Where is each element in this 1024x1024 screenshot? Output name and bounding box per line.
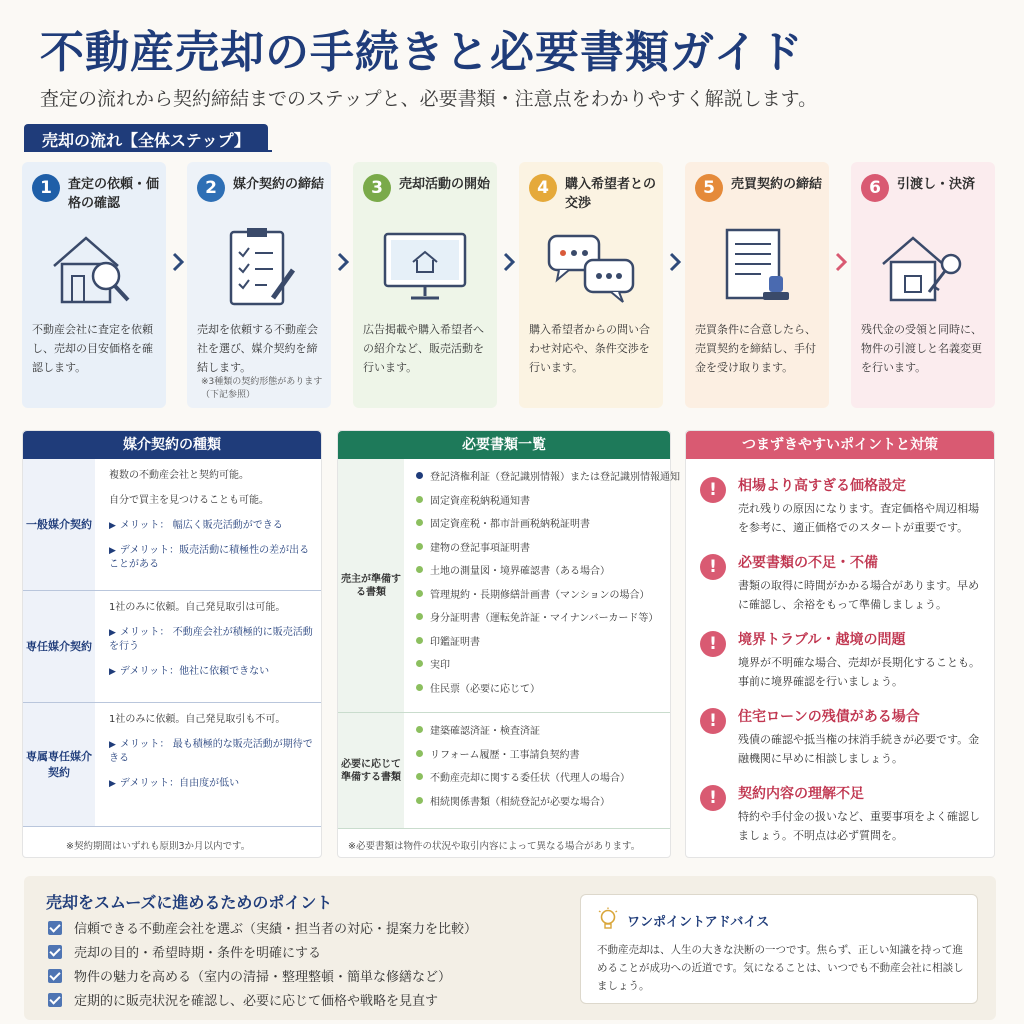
bullet-dot-icon — [416, 750, 423, 757]
step-title: 媒介契約の締結 — [233, 177, 325, 192]
pitfall-item — [700, 783, 990, 853]
merit-text: メリット： 不動産会社が積極的に販売活動を行う — [109, 627, 313, 652]
advice-text: 不動産売却は、人生の大きな決断の一つです。焦らず、正しい知識を持って進めることが成功への近道です。気になることは、いつでも不動産会社に相談しましょう。 — [597, 944, 964, 992]
document-group — [338, 713, 670, 829]
contract-stamp-icon — [707, 226, 807, 308]
step-title: 売買契約の締結 — [731, 177, 823, 192]
document-item — [416, 683, 680, 707]
pitfall-description: 残債の確認や抵当権の抹消手続きが必要です。金融機関に早めに相談しましょう。 — [738, 733, 980, 765]
documents-note: ※必要書類は物件の状況や取引内容によって異なる場合があります。 — [348, 841, 641, 852]
step-description: 購入希望者からの問い合わせ対応や、条件交渉を行います。 — [529, 323, 650, 374]
mediation-heading: 媒介契約の種類 — [23, 431, 321, 459]
lightbulb-icon — [597, 907, 619, 933]
document-item — [416, 589, 680, 613]
clipboard-checklist-icon — [209, 226, 309, 308]
flow-tab: 売却の流れ【全体ステップ】 — [24, 124, 268, 152]
step-title: 査定の依頼・価格の確認 — [68, 177, 160, 211]
step-number: 4 — [529, 174, 557, 202]
pitfall-title: 住宅ローンの残債がある場合 — [738, 709, 920, 725]
document-item — [416, 749, 630, 773]
demerit-text: デメリット：他社に依頼できない — [119, 666, 270, 677]
monitor-house-icon — [375, 226, 475, 308]
step-description: 不動産会社に査定を依頼し、売却の目安価格を確認します。 — [32, 323, 153, 374]
pitfall-description: 売れ残りの原因になります。査定価格や周辺相場を参考に、適正価格でのスタートが重要です。 — [738, 502, 980, 534]
documents-panel — [337, 430, 680, 858]
advice-box — [580, 894, 978, 1004]
bullet-dot-icon — [416, 472, 423, 479]
smooth-point — [48, 918, 477, 942]
step-card-2 — [187, 162, 331, 408]
mediation-row — [23, 459, 321, 591]
chevron-right-icon — [170, 250, 186, 274]
step-description: 広告掲載や購入希望者への紹介など、販売活動を行います。 — [363, 323, 484, 374]
flow-underline — [24, 150, 272, 152]
document-list — [416, 471, 680, 706]
smooth-point — [48, 942, 477, 966]
step-card-6 — [851, 162, 995, 408]
bullet-dot-icon — [416, 543, 423, 550]
mediation-line: 1社のみに依頼。自己発見取引も不可。 — [109, 714, 286, 725]
bullet-dot-icon — [416, 660, 423, 667]
exclamation-icon: ! — [700, 708, 726, 734]
step-description: 売買条件に合意したら、売買契約を締結し、手付金を受け取ります。 — [695, 323, 816, 374]
document-item-text: 印鑑証明書 — [430, 636, 480, 648]
document-item — [416, 659, 680, 683]
document-group-label: 売主が準備する書類 — [338, 459, 404, 712]
step-number: 6 — [861, 174, 889, 202]
step-number: 1 — [32, 174, 60, 202]
pitfall-title: 境界トラブル・越境の問題 — [738, 632, 906, 648]
document-item-text: 身分証明書（運転免許証・マイナンバーカード等） — [430, 613, 659, 624]
documents-heading: 必要書類一覧 — [338, 431, 670, 459]
demerit-text: デメリット：販売活動に積極性の差が出ることがある — [109, 545, 310, 570]
document-item — [416, 565, 680, 589]
document-item-text: 管理規約・長期修繕計画書（マンションの場合） — [430, 589, 650, 601]
step-card-1 — [22, 162, 166, 408]
mediation-line: 自分で買主を見つけることも可能。 — [109, 495, 269, 506]
page-subtitle: 査定の流れから契約締結までのステップと、必要書類・注意点をわかりやすく解説します。 — [40, 88, 818, 110]
document-item — [416, 612, 680, 636]
pitfall-description: 特約や手付金の扱いなど、重要事項をよく確認しましょう。不明点は必ず質問を。 — [738, 810, 980, 842]
bullet-dot-icon — [416, 726, 423, 733]
document-item-text: 固定資産税・都市計画税納税証明書 — [430, 519, 590, 530]
document-item — [416, 542, 680, 566]
smooth-point-text: 信頼できる不動産会社を選ぶ（実績・担当者の対応・提案力を比較） — [74, 922, 478, 937]
bullet-dot-icon — [416, 637, 423, 644]
bullet-dot-icon — [416, 773, 423, 780]
chevron-right-icon — [833, 250, 849, 274]
pitfall-title: 必要書類の不足・不備 — [738, 555, 878, 571]
document-item-text: 不動産売却に関する委任状（代理人の場合） — [430, 773, 630, 784]
smooth-section — [24, 876, 996, 1020]
pitfall-description: 境界が不明確な場合、売却が長期化することも。事前に境界確認を行いましょう。 — [738, 656, 980, 688]
document-list — [416, 725, 630, 819]
mediation-label: 一般媒介契約 — [23, 459, 95, 590]
document-item-text: 住民票（必要に応じて） — [430, 683, 540, 695]
step-description: 売却を依頼する不動産会社を選び、媒介契約を締結します。 — [197, 323, 318, 374]
step-card-5 — [685, 162, 829, 408]
document-group — [338, 459, 680, 713]
bullet-dot-icon — [416, 519, 423, 526]
document-item — [416, 518, 680, 542]
smooth-point-text: 物件の魅力を高める（室内の清掃・整理整頓・簡単な修繕など） — [74, 970, 452, 985]
advice-heading: ワンポイントアドバイス — [627, 915, 770, 930]
step-title: 売却活動の開始 — [399, 177, 491, 192]
exclamation-icon: ! — [700, 785, 726, 811]
chevron-right-icon — [335, 250, 351, 274]
mediation-body — [109, 601, 319, 690]
checkbox-checked-icon — [48, 969, 62, 983]
chat-bubbles-icon — [541, 226, 641, 308]
pitfall-description: 書類の取得に時間がかかる場合があります。早めに確認し、余裕をもって準備しましょう。 — [738, 579, 980, 611]
step-card-3 — [353, 162, 497, 408]
pitfall-title: 契約内容の理解不足 — [738, 786, 864, 802]
document-item — [416, 725, 630, 749]
chevron-right-icon — [501, 250, 517, 274]
bullet-dot-icon — [416, 590, 423, 597]
step-number: 2 — [197, 174, 225, 202]
pitfall-item — [700, 706, 990, 776]
mediation-panel — [22, 430, 322, 858]
step-title: 購入希望者との交渉 — [565, 177, 657, 211]
exclamation-icon: ! — [700, 477, 726, 503]
mediation-label: 専任媒介契約 — [23, 591, 95, 702]
document-item-text: 建築確認済証・検査済証 — [430, 726, 540, 737]
pitfalls-panel — [685, 430, 995, 858]
step-number: 3 — [363, 174, 391, 202]
smooth-point-text: 売却の目的・希望時期・条件を明確にする — [74, 946, 322, 961]
house-key-icon — [873, 226, 973, 308]
merit-text: メリット： 幅広く販売活動ができる — [119, 520, 283, 531]
document-item — [416, 636, 680, 660]
document-group-label: 必要に応じて準備する書類 — [338, 713, 404, 828]
smooth-heading: 売却をスムーズに進めるためのポイント — [46, 893, 333, 912]
bullet-dot-icon — [416, 566, 423, 573]
merit-text: メリット： 最も積極的な販売活動が期待できる — [109, 739, 313, 764]
exclamation-icon: ! — [700, 631, 726, 657]
document-item — [416, 772, 630, 796]
document-item — [416, 495, 680, 519]
step-card-4 — [519, 162, 663, 408]
mediation-body — [109, 713, 319, 802]
triangle-bullet-icon: ▶ — [109, 740, 116, 750]
document-item — [416, 471, 680, 495]
document-item-text: 建物の登記事項証明書 — [430, 542, 530, 554]
step-title: 引渡し・決済 — [897, 177, 976, 192]
chevron-right-icon — [667, 250, 683, 274]
document-item-text: 実印 — [430, 660, 450, 671]
smooth-point-text: 定期的に販売状況を確認し、必要に応じて価格や戦略を見直す — [74, 994, 439, 1009]
document-item — [416, 796, 630, 820]
mediation-line: 1社のみに依頼。自己発見取引は可能。 — [109, 602, 286, 613]
triangle-bullet-icon: ▶ — [109, 546, 116, 556]
bullet-dot-icon — [416, 684, 423, 691]
mediation-label: 専属専任媒介契約 — [23, 703, 95, 826]
bullet-dot-icon — [416, 797, 423, 804]
pitfall-title: 相場より高すぎる価格設定 — [738, 478, 906, 494]
document-item-text: 相続関係書類（相続登記が必要な場合） — [430, 796, 610, 808]
step-number: 5 — [695, 174, 723, 202]
mediation-row — [23, 591, 321, 703]
document-item-text: 土地の測量図・境界確認書（ある場合） — [430, 566, 610, 577]
triangle-bullet-icon: ▶ — [109, 779, 116, 789]
pitfall-item — [700, 475, 990, 545]
bullet-dot-icon — [416, 496, 423, 503]
checkbox-checked-icon — [48, 945, 62, 959]
smooth-point — [48, 990, 477, 1014]
triangle-bullet-icon: ▶ — [109, 628, 116, 638]
step-description: 残代金の受領と同時に、物件の引渡しと名義変更を行います。 — [861, 323, 982, 374]
mediation-note: ※契約期間はいずれも原則3か月以内です。 — [66, 841, 251, 852]
checkbox-checked-icon — [48, 993, 62, 1007]
step-note: ※3種類の契約形態があります（下記参照） — [201, 377, 323, 400]
checkbox-checked-icon — [48, 921, 62, 935]
smooth-point — [48, 966, 477, 990]
mediation-body — [109, 469, 319, 583]
triangle-bullet-icon: ▶ — [109, 521, 116, 531]
mediation-line: 複数の不動産会社と契約可能。 — [109, 470, 249, 481]
document-item-text: リフォーム履歴・工事請負契約書 — [430, 749, 580, 761]
bullet-dot-icon — [416, 613, 423, 620]
page-title: 不動産売却の手続きと必要書類ガイド — [40, 27, 804, 78]
house-magnifier-icon — [44, 226, 144, 308]
pitfall-item — [700, 552, 990, 622]
document-item-text: 登記済権利証（登記識別情報）または登記識別情報通知 — [430, 472, 680, 483]
mediation-row — [23, 703, 321, 827]
document-item-text: 固定資産税納税通知書 — [430, 495, 530, 507]
pitfalls-heading: つまずきやすいポイントと対策 — [686, 431, 994, 459]
exclamation-icon: ! — [700, 554, 726, 580]
pitfall-item — [700, 629, 990, 699]
triangle-bullet-icon: ▶ — [109, 667, 116, 677]
demerit-text: デメリット：自由度が低い — [119, 778, 240, 789]
